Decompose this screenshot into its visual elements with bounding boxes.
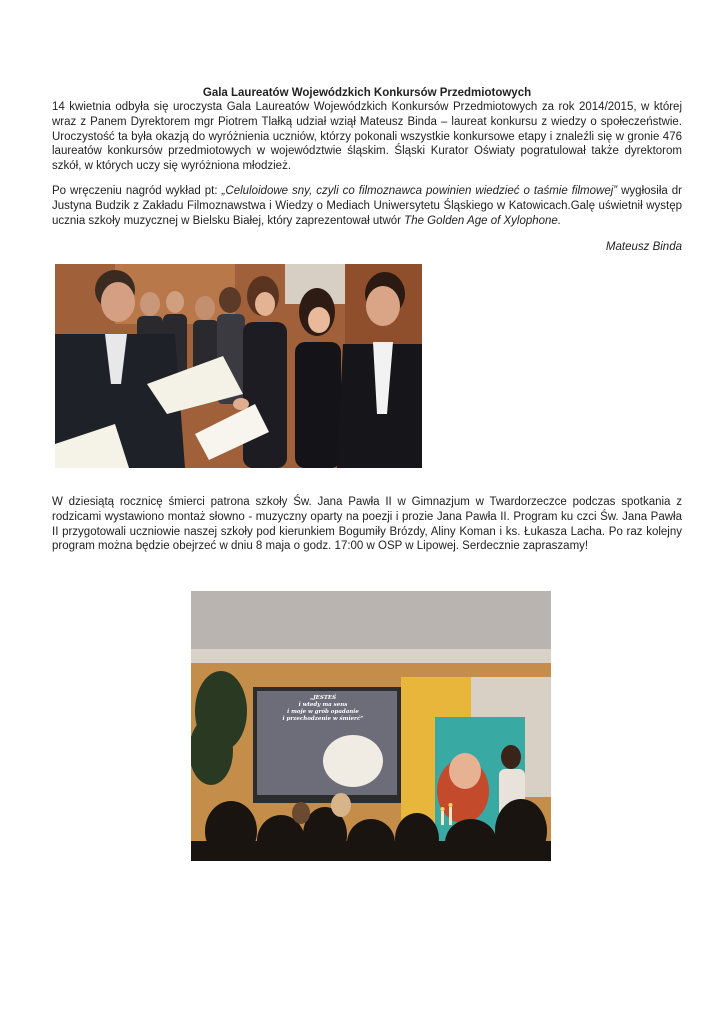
- anniversary-program-photo: [191, 591, 551, 861]
- award-ceremony-illustration: [55, 264, 422, 468]
- lecture-title: „Celuloidowe sny, czyli co filmoznawca powinien wiedzieć o taśmie filmowej”: [221, 185, 618, 197]
- paragraph-anniversary: W dziesiątą rocznicę śmierci patrona szkoły Św. Jana Pawła II w Gimnazjum w Twardorzeczce podczas spotkania z rodzicami wystawiono montaż słowno - muzyczny oparty na poezji i prozie Jana Pawła II. Program ku czci Św. Jana Pawła II przygotowali uczniowie naszej szkoły pod kierunkiem Bogumiły Brózdy, Aliny Koman i ks. Łukasza Lacha. Po raz kolejny program można będzie obejrzeć w dniu 8 maja o godz. 17:00 w OSP w Lipowej. Serdecznie zapraszamy!: [52, 496, 682, 553]
- anniversary-program-illustration: [191, 591, 551, 861]
- slide-line: „JESTEŚ: [309, 695, 337, 701]
- award-ceremony-photo: [55, 264, 422, 468]
- slide-line: i przechodzenie w śmierć”: [282, 716, 364, 722]
- slide-line: i wtedy ma sens: [298, 702, 348, 708]
- music-piece-title: The Golden Age of Xylophone.: [404, 214, 562, 227]
- article-title: Gala Laureatów Wojewódzkich Konkursów Przedmiotowych: [202, 87, 532, 99]
- article-author: Mateusz Binda: [605, 241, 682, 253]
- slide-line: i moje w grób opadanie: [287, 709, 359, 715]
- paragraph-gala: 14 kwietnia odbyła się uroczysta Gala Laureatów Wojewódzkich Konkursów Przedmiotowych za rok 2014/2015, w której wraz z Panem Dyrektorem mgr Piotrem Tlałką udział wziął Mateusz Binda – laureat konkursu z wiedzy o społeczeństwie. Uroczystość ta była okazją do wyróżnienia uczniów, którzy pokonali wszystkie konkursowe etapy i znaleźli się w gronie 476 laureatów konkursów przedmiotowych w województwie śląskim. Śląski Kurator Oświaty pogratulował także dyrektorom szkół, w których uczy się wyróżniona młodzież.: [52, 101, 682, 173]
- lecture-middle-text: wygłosiła dr Justyna Budzik z Zakładu Filmoznawstwa i Wiedzy o Mediach Uniwersytetu Śląskiego w Katowicach.Galę uświetnił występ ucznia szkoły muzycznej w Bielsku Białej, który zaprezentował utwór: [52, 185, 682, 227]
- projected-slide-text: [277, 695, 369, 723]
- lecture-intro-text: Po wręczeniu nagród wykład pt:: [52, 185, 222, 197]
- paragraph-lecture: [52, 184, 682, 228]
